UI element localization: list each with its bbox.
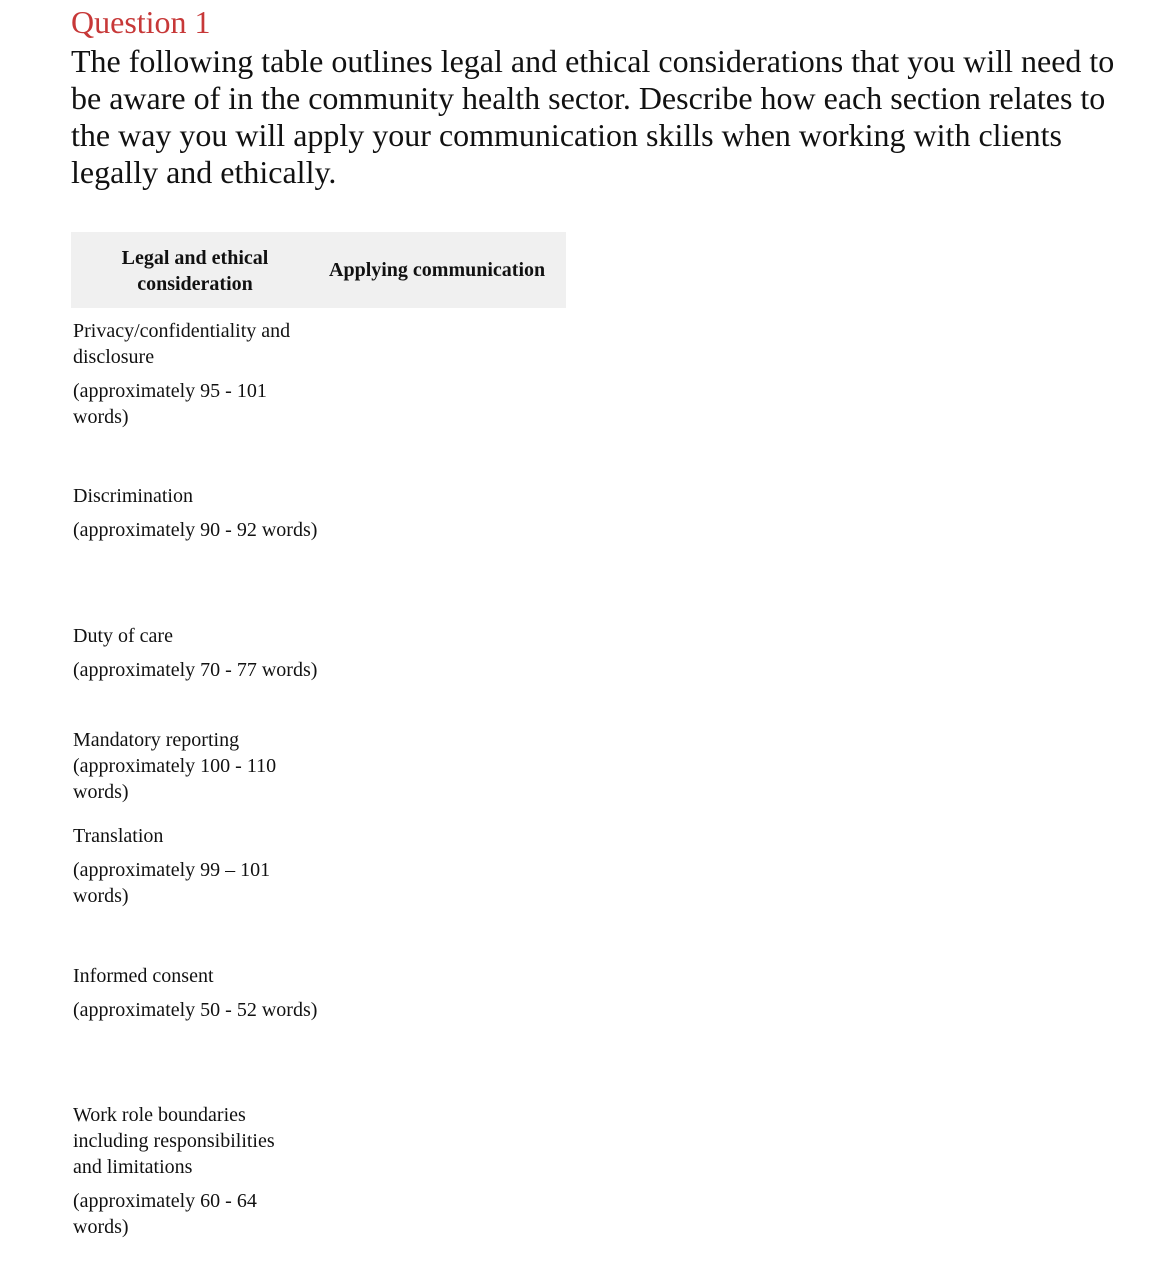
table-row-work-role-boundaries (73, 1102, 298, 1240)
row-word-count: (approximately 95 - 101 words) (73, 380, 267, 428)
row-word-count: (approximately 100 - 110 words) (73, 755, 277, 803)
row-word-count: (approximately 90 - 92 words) (73, 519, 318, 541)
table-row-duty-of-care (73, 623, 318, 683)
row-label: Privacy/confidentiality and disclosure (73, 320, 291, 368)
table-row-translation (73, 823, 318, 909)
row-word-count: (approximately 60 - 64 words) (73, 1190, 257, 1238)
row-label: Discrimination (73, 485, 193, 507)
table-row-informed-consent (73, 963, 318, 1023)
row-label: Work role boundaries including responsibilities and limitations (73, 1104, 275, 1178)
row-word-count: (approximately 99 – 101 words) (73, 859, 271, 907)
table-row-mandatory-reporting (73, 727, 318, 805)
header-applying-communication: Applying communication (329, 259, 546, 281)
table-header (71, 232, 566, 308)
row-label: Translation (73, 825, 164, 847)
row-word-count: (approximately 50 - 52 words) (73, 999, 318, 1021)
row-word-count: (approximately 70 - 77 words) (73, 659, 318, 681)
row-label: Duty of care (73, 625, 173, 647)
question-title: Question 1 (71, 4, 211, 40)
row-label: Mandatory reporting (73, 729, 240, 751)
table-row-discrimination (73, 483, 318, 543)
row-label: Informed consent (73, 965, 214, 987)
table-row-privacy (73, 318, 318, 430)
header-consideration: Legal and ethical consideration (121, 247, 269, 295)
question-intro: The following table outlines legal and ethical considerations that you will need to be aware of in the community health sector. Describe how each section relates to the way you will apply your communication skills when working with clients legally and ethically. (71, 43, 1115, 190)
